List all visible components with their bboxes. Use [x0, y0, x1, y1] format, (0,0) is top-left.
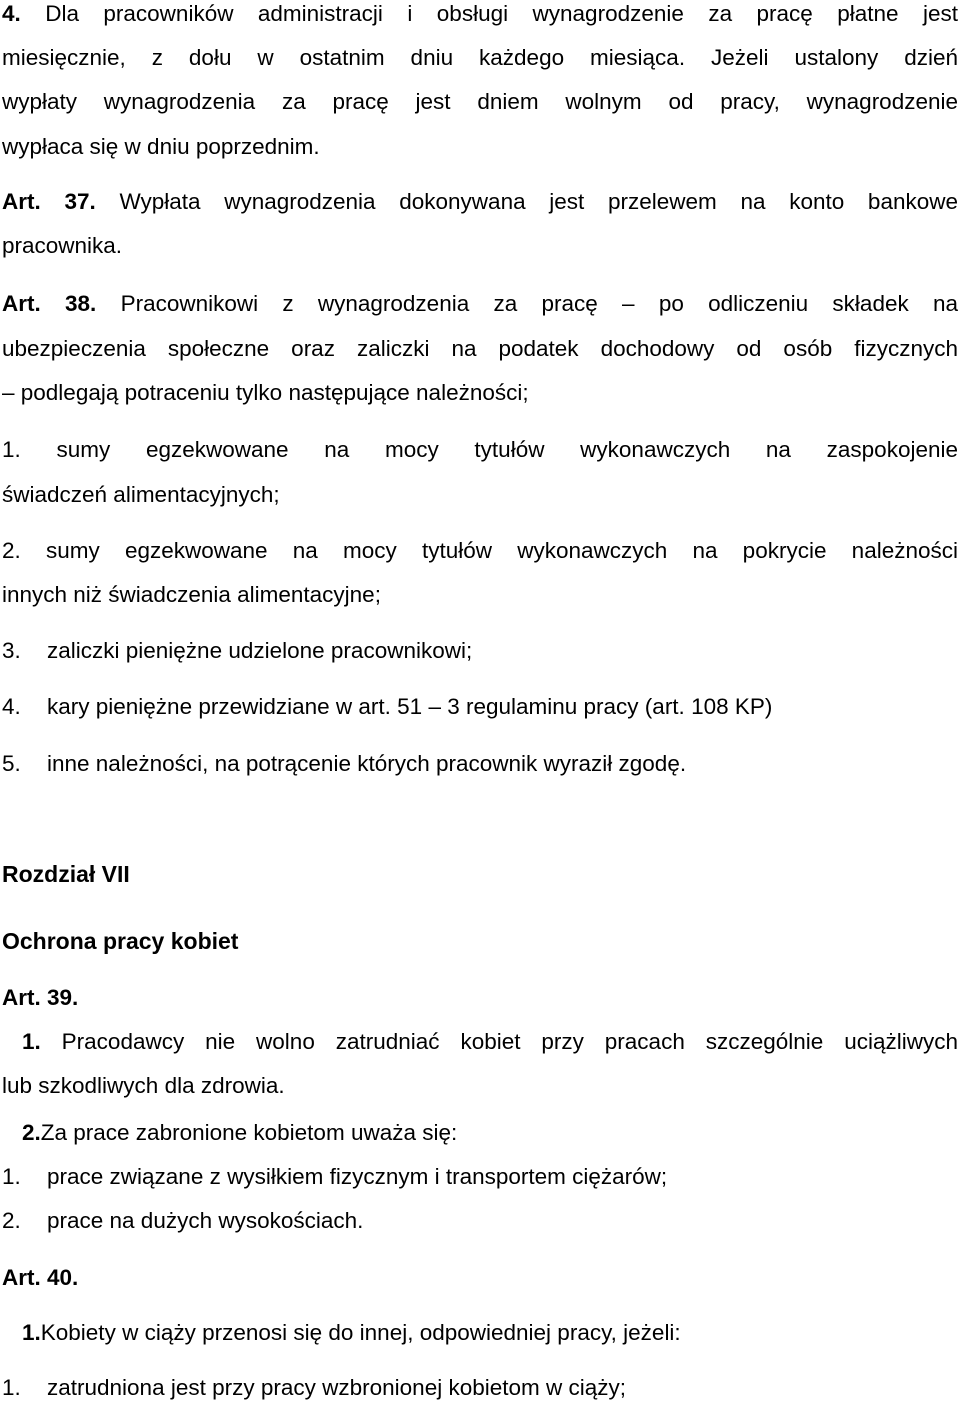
- p4-line-3: wypłaty wynagrodzenia za pracę jest dniem wolnym od pracy, wynagrodzenie: [2, 89, 958, 114]
- list-text: zaliczki pieniężne udzielone pracownikowi;: [47, 638, 473, 663]
- list-text: sumy egzekwowane na mocy tytułów wykonawczych na pokrycie należności: [45, 538, 958, 563]
- art38-label: Art. 38.: [2, 291, 97, 316]
- art40-p1: [22, 1319, 958, 1347]
- p4-line-1: [2, 0, 958, 28]
- art37-text: Wypłata wynagrodzenia dokonywana jest przelewem na konto bankowe: [119, 189, 958, 214]
- art39-item-1: [2, 1163, 958, 1191]
- list-number: 4.: [2, 694, 21, 719]
- p4-number: 4.: [2, 1, 21, 26]
- list-number: 1.: [2, 437, 21, 462]
- list-text: prace związane z wysiłkiem fizycznym i transportem ciężarów;: [47, 1164, 668, 1189]
- art40-label: Art. 40.: [2, 1265, 79, 1290]
- art39-p2: [22, 1119, 958, 1147]
- art39-p1-line-2: lub szkodliwych dla zdrowia.: [2, 1073, 285, 1098]
- art40-item-1: [2, 1374, 958, 1402]
- art39-item-2: [2, 1207, 958, 1235]
- p4-line-4: wypłaca się w dniu poprzednim.: [2, 134, 320, 159]
- art38-item-1: [2, 436, 958, 464]
- list-text: inne należności, na potrącenie których pracownik wyraził zgodę.: [47, 751, 687, 776]
- list-number: 5.: [2, 751, 21, 776]
- art38-item-2: [2, 537, 958, 565]
- list-number: 1.: [2, 1375, 21, 1400]
- art38-line-2: ubezpieczenia społeczne oraz zaliczki na podatek dochodowy od osób fizycznych: [2, 336, 958, 361]
- art38-line-3: – podlegają potraceniu tylko następujące należności;: [2, 380, 529, 405]
- art38-item-2-cont: innych niż świadczenia alimentacyjne;: [2, 582, 381, 607]
- art38-item-1-cont: świadczeń alimentacyjnych;: [2, 482, 280, 507]
- list-text: sumy egzekwowane na mocy tytułów wykonawczych na zaspokojenie: [56, 437, 958, 462]
- chapter-title: Ochrona pracy kobiet: [2, 928, 239, 954]
- art38-text: Pracownikowi z wynagrodzenia za pracę – po odliczeniu składek na: [120, 291, 958, 316]
- list-text: kary pieniężne przewidziane w art. 51 – 3 regulaminu pracy (art. 108 KP): [47, 694, 773, 719]
- paragraph-text: Za prace zabronione kobietom uważa się:: [40, 1120, 458, 1145]
- p4-line-2: miesięcznie, z dołu w ostatnim dniu każdego miesiąca. Jeżeli ustalony dzień: [2, 45, 958, 70]
- art37-label: Art. 37.: [2, 189, 96, 214]
- art38-item-3: [2, 637, 958, 665]
- art37-line-1: [2, 188, 958, 216]
- art39-p1-line-1: [22, 1028, 958, 1056]
- list-number: 1.: [2, 1164, 21, 1189]
- art39-label: Art. 39.: [2, 985, 79, 1010]
- p4-text: Dla pracowników administracji i obsługi wynagrodzenie za pracę płatne jest: [45, 1, 958, 26]
- chapter-number: Rozdział VII: [2, 861, 130, 887]
- paragraph-number: 2.: [22, 1120, 41, 1145]
- art38-item-4: [2, 693, 958, 721]
- list-number: 3.: [2, 638, 21, 663]
- art38-line-1: [2, 290, 958, 318]
- paragraph-number: 1.: [22, 1029, 41, 1054]
- list-text: prace na dużych wysokościach.: [47, 1208, 364, 1233]
- list-text: zatrudniona jest przy pracy wzbronionej kobietom w ciąży;: [47, 1375, 627, 1400]
- list-number: 2.: [2, 538, 21, 563]
- art38-item-5: [2, 750, 958, 778]
- list-number: 2.: [2, 1208, 21, 1233]
- paragraph-text: Pracodawcy nie wolno zatrudniać kobiet przy pracach szczególnie uciążliwych: [61, 1029, 958, 1054]
- paragraph-number: 1.: [22, 1320, 41, 1345]
- paragraph-text: Kobiety w ciąży przenosi się do innej, odpowiedniej pracy, jeżeli:: [40, 1320, 681, 1345]
- art37-line-2: pracownika.: [2, 233, 123, 258]
